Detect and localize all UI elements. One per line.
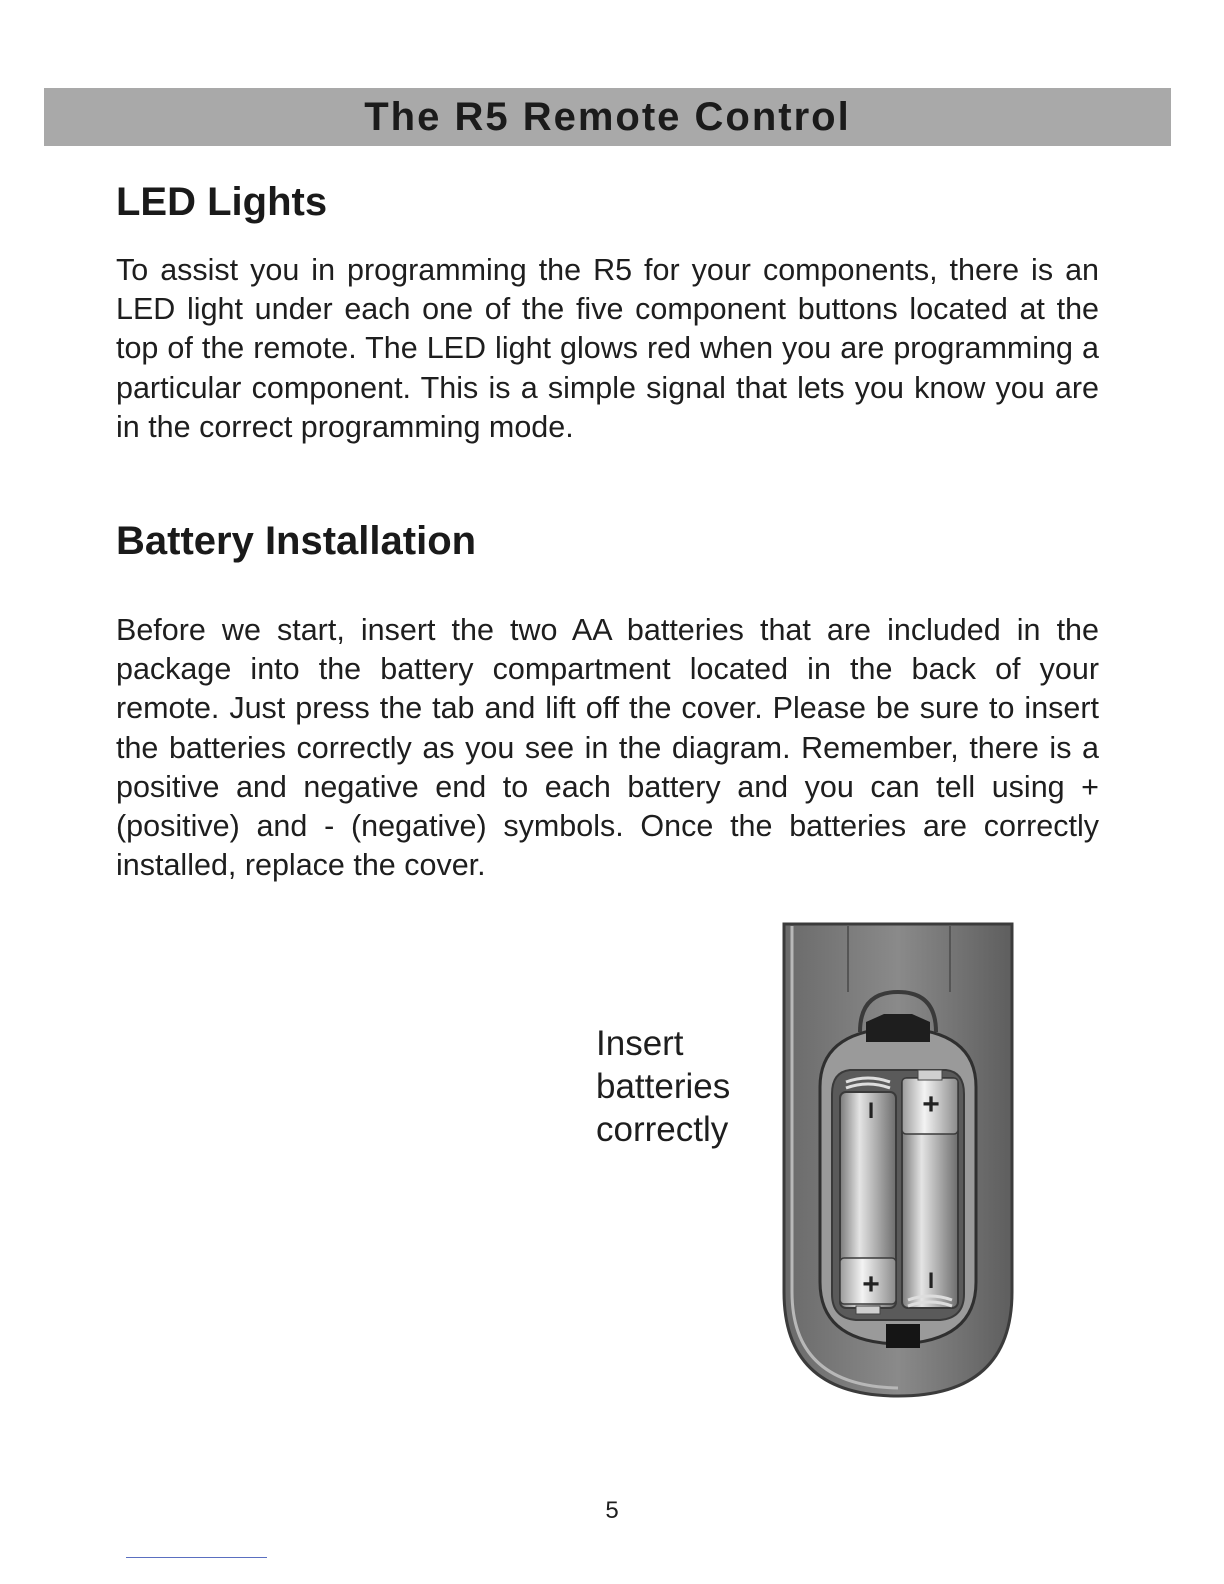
caption-line: Insert: [596, 1024, 684, 1063]
plus-symbol: +: [922, 1088, 940, 1121]
battery-compartment-diagram: [780, 922, 1016, 1400]
diagram-caption: [596, 1022, 776, 1151]
minus-symbol: I: [867, 1098, 875, 1123]
title-banner: [44, 88, 1171, 146]
plus-symbol: +: [862, 1268, 880, 1301]
bottom-latch: [886, 1324, 920, 1348]
battery-installation-paragraph: Before we start, insert the two AA batteries that are included in the package into the battery compartment located in the back of your remote. Just press the tab and lift off the cover. Please be sure to insert the batteries correctly as you see in the diagram. Remember, there is a positive and negative end to each battery and you can tell using + (positive) and - (negative) symbols. Once the batteries are correctly installed, replace the cover.: [116, 613, 1099, 883]
page-number: 5: [605, 1497, 619, 1524]
caption-line: batteries: [596, 1067, 731, 1106]
caption-line: correctly: [596, 1110, 729, 1149]
footnote-rule: [126, 1557, 267, 1558]
page-title: The R5 Remote Control: [364, 94, 851, 139]
cover-tab: [866, 1014, 930, 1042]
led-lights-paragraph: To assist you in programming the R5 for your components, there is an LED light under each one of the five component buttons located at the top of the remote. The LED light glows red when you are programming a particular component. This is a simple signal that lets you know you are in the correct programming mode.: [116, 253, 1099, 444]
contact-plate: [918, 1070, 942, 1080]
led-lights-heading: LED Lights: [116, 180, 328, 224]
battery-installation-heading: Battery Installation: [116, 519, 477, 563]
contact-plate: [856, 1306, 880, 1314]
minus-symbol: I: [927, 1268, 935, 1293]
